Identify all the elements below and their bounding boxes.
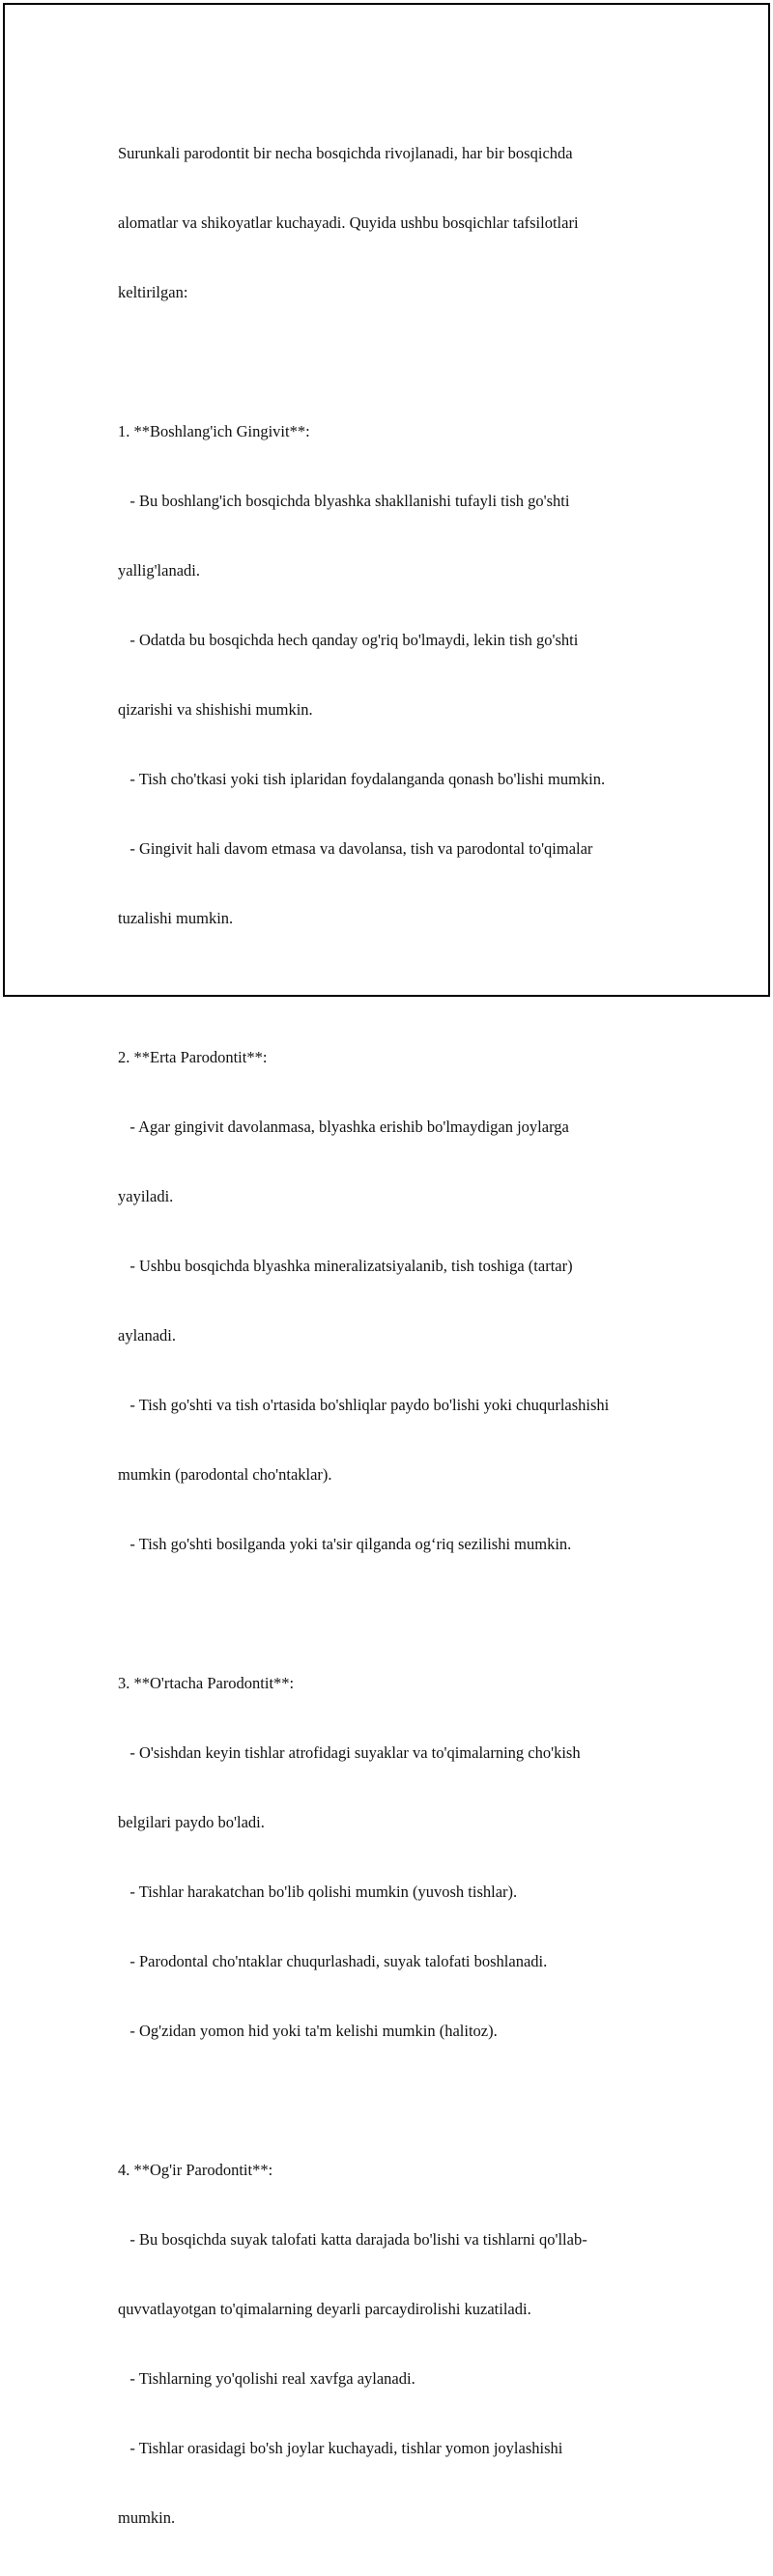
section-heading: 1. **Boshlang'ich Gingivit**: <box>118 422 310 440</box>
document-body <box>118 96 659 2576</box>
text-line: yayiladi. <box>118 1187 174 1205</box>
text-line: tuzalishi mumkin. <box>118 909 234 927</box>
page-frame <box>3 3 770 2527</box>
text-line: - Tishlar orasidagi bo'sh joylar kuchayadi, tishlar yomon joylashishi <box>118 2439 563 2457</box>
text-line: Surunkali parodontit bir necha bosqichda rivojlanadi, har bir bosqichda <box>118 144 573 162</box>
text-line: belgilari paydo bo'ladi. <box>118 1813 265 1831</box>
text-line: - Tish cho'tkasi yoki tish iplaridan foydalanganda qonash bo'lishi mumkin. <box>118 770 606 788</box>
text-line: - Tishlar harakatchan bo'lib qolishi mumkin (yuvosh tishlar). <box>118 1882 518 1901</box>
text-line: quvvatlayotgan to'qimalarning deyarli parcaydirolishi kuzatiladi. <box>118 2300 531 2318</box>
text-line: aylanadi. <box>118 1326 177 1345</box>
text-line: mumkin. <box>118 2508 176 2527</box>
text-line: yallig'lanadi. <box>118 561 200 580</box>
text-line: - Tish go'shti va tish o'rtasida bo'shliqlar paydo bo'lishi yoki chuqurlashishi <box>118 1396 610 1414</box>
text-line: - O'sishdan keyin tishlar atrofidagi suyaklar va to'qimalarning cho'kish <box>118 1743 581 1762</box>
blank-line <box>118 1602 659 1626</box>
text-line: - Agar gingivit davolanmasa, blyashka erishib bo'lmaydigan joylarga <box>118 1118 569 1136</box>
text-line: - Tish go'shti bosilganda yoki ta'sir qilganda og‘riq sezilishi mumkin. <box>118 1535 572 1553</box>
text-line: mumkin (parodontal cho'ntaklar). <box>118 1465 332 1484</box>
text-line: - Bu bosqichda suyak talofati katta darajada bo'lishi va tishlarni qo'llab- <box>118 2230 587 2249</box>
text-line: - Bu boshlang'ich bosqichda blyashka shakllanishi tufayli tish go'shti <box>118 492 570 510</box>
text-line: - Ushbu bosqichda blyashka mineralizatsiyalanib, tish toshiga (tartar) <box>118 1257 573 1275</box>
section-heading: 3. **O'rtacha Parodontit**: <box>118 1674 295 1692</box>
text-line: - Og'zidan yomon hid yoki ta'm kelishi mumkin (halitoz). <box>118 2022 498 2040</box>
text-line: qizarishi va shishishi mumkin. <box>118 700 313 719</box>
text-line: - Parodontal cho'ntaklar chuqurlashadi, suyak talofati boshlanadi. <box>118 1952 548 1970</box>
text-line: - Tishlarning yo'qolishi real xavfga aylanadi. <box>118 2369 415 2388</box>
blank-line <box>118 351 659 374</box>
section-heading: 2. **Erta Parodontit**: <box>118 1048 268 1066</box>
text-line: - Gingivit hali davom etmasa va davolansa, tish va parodontal to'qimalar <box>118 839 593 858</box>
blank-line <box>118 2089 659 2112</box>
text-line: alomatlar va shikoyatlar kuchayadi. Quyida ushbu bosqichlar tafsilotlari <box>118 213 579 232</box>
section-heading: 4. **Og'ir Parodontit**: <box>118 2161 273 2179</box>
blank-line <box>118 977 659 1000</box>
text-line: - Odatda bu bosqichda hech qanday og'riq bo'lmaydi, lekin tish go'shti <box>118 631 579 649</box>
text-line: keltirilgan: <box>118 283 188 301</box>
